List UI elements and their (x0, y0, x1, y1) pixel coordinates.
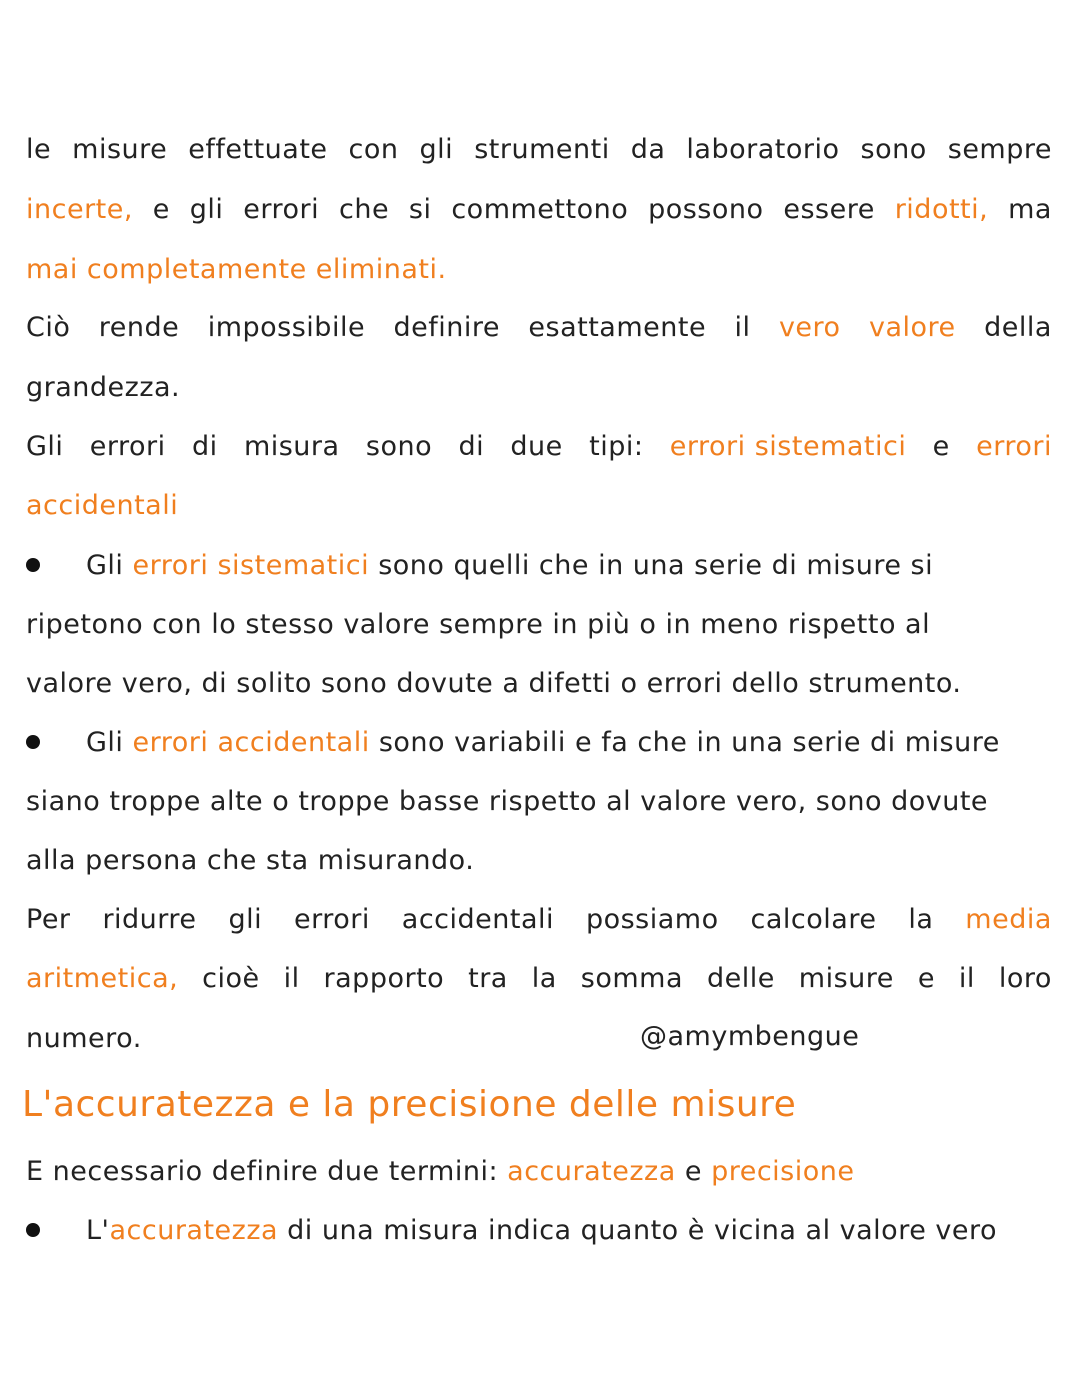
word: misura (243, 431, 340, 462)
word: gli (189, 194, 224, 225)
word: rapporto (323, 963, 445, 994)
word: e (932, 431, 950, 462)
word: loro (998, 963, 1052, 994)
word: due (510, 431, 563, 462)
word: strumenti (474, 134, 610, 165)
highlighted-phrase: mai completamente eliminati. (26, 254, 447, 285)
word: ma (1008, 194, 1052, 225)
word: gli (419, 134, 454, 165)
highlighted-word: incerte, (26, 194, 133, 225)
text-line: valore vero, di solito sono dovute a difetti o errori dello strumento. (26, 668, 962, 699)
highlighted-word: errori sistematici (669, 431, 907, 462)
word: il (734, 312, 751, 343)
highlighted-term: errori accidentali (132, 727, 370, 758)
word: della (984, 312, 1052, 343)
bullet-dot (26, 735, 40, 749)
highlighted-word: vero (778, 312, 841, 343)
word: sono (860, 134, 927, 165)
word: da (630, 134, 666, 165)
word: L' (86, 1215, 110, 1246)
word: di (458, 431, 485, 462)
word: di (191, 431, 218, 462)
word: che (338, 194, 390, 225)
word: e (152, 194, 170, 225)
text: E necessario definire due termini: (26, 1156, 499, 1187)
text: sono quelli che in una serie di misure si (378, 550, 934, 581)
word: errori (243, 194, 320, 225)
text-line (26, 1152, 1052, 1192)
word: tipi: (589, 431, 644, 462)
word: possono (648, 194, 764, 225)
highlighted-word: media (965, 904, 1052, 935)
highlighted-term: accuratezza (507, 1156, 676, 1187)
highlighted-word: accidentali (26, 490, 179, 521)
text-line: ripetono con lo stesso valore sempre in più o in meno rispetto al (26, 609, 931, 640)
highlighted-term: precisione (711, 1156, 855, 1187)
bullet-item (26, 723, 1052, 763)
word: misure (798, 963, 894, 994)
highlighted-word: errori (976, 431, 1052, 462)
word: impossibile (207, 312, 366, 343)
word: il (283, 963, 300, 994)
word: gli (228, 904, 263, 935)
section-heading: L'accuratezza e la precisione delle misure (22, 1084, 797, 1125)
word: commettono (451, 194, 629, 225)
word: definire (393, 312, 500, 343)
word: essere (783, 194, 875, 225)
word: esattamente (528, 312, 707, 343)
word: Gli (86, 727, 124, 758)
word: effettuate (188, 134, 328, 165)
word: il (958, 963, 975, 994)
word: ridurre (102, 904, 197, 935)
bullet-dot (26, 1223, 40, 1237)
word: si (408, 194, 432, 225)
word: Gli (26, 431, 64, 462)
text-line (26, 130, 1052, 170)
word: laboratorio (686, 134, 840, 165)
word: sempre (947, 134, 1052, 165)
word: misure (72, 134, 168, 165)
text-line: siano troppe alte o troppe basse rispetto al valore vero, sono dovute (26, 786, 989, 817)
word: rende (98, 312, 180, 343)
text-line: numero. (26, 1023, 142, 1054)
word: tra (468, 963, 508, 994)
text-line: grandezza. (26, 372, 181, 403)
word: e (684, 1156, 702, 1187)
text-line (26, 190, 1052, 230)
word: le (26, 134, 52, 165)
bullet-dot (26, 558, 40, 572)
author-watermark: @amymbengue (640, 1021, 860, 1052)
word: calcolare (750, 904, 877, 935)
word: Gli (86, 550, 124, 581)
bullet-item (26, 546, 1052, 586)
bullet-item (26, 1211, 1052, 1251)
word: la (908, 904, 934, 935)
word: cioè (202, 963, 260, 994)
word: delle (706, 963, 775, 994)
word: la (531, 963, 557, 994)
word: Ciò (26, 312, 71, 343)
word: sono (365, 431, 433, 462)
highlighted-word: aritmetica, (26, 963, 179, 994)
text: di una misura indica quanto è vicina al valore vero (287, 1215, 998, 1246)
word: errori (294, 904, 370, 935)
word: Per (26, 904, 71, 935)
word: accidentali (401, 904, 555, 935)
text-line (26, 900, 1052, 940)
highlighted-word: valore (868, 312, 956, 343)
text-line: alla persona che sta misurando. (26, 845, 475, 876)
text-line (26, 427, 1052, 467)
highlighted-word: ridotti, (894, 194, 989, 225)
word: e (917, 963, 935, 994)
word: con (348, 134, 399, 165)
word: possiamo (585, 904, 719, 935)
word: somma (580, 963, 684, 994)
text-line (26, 308, 1052, 348)
highlighted-term: errori sistematici (132, 550, 370, 581)
highlighted-term: accuratezza (109, 1215, 279, 1246)
text-line (26, 959, 1052, 999)
word: errori (89, 431, 166, 462)
text: sono variabili e fa che in una serie di misure (378, 727, 1000, 758)
